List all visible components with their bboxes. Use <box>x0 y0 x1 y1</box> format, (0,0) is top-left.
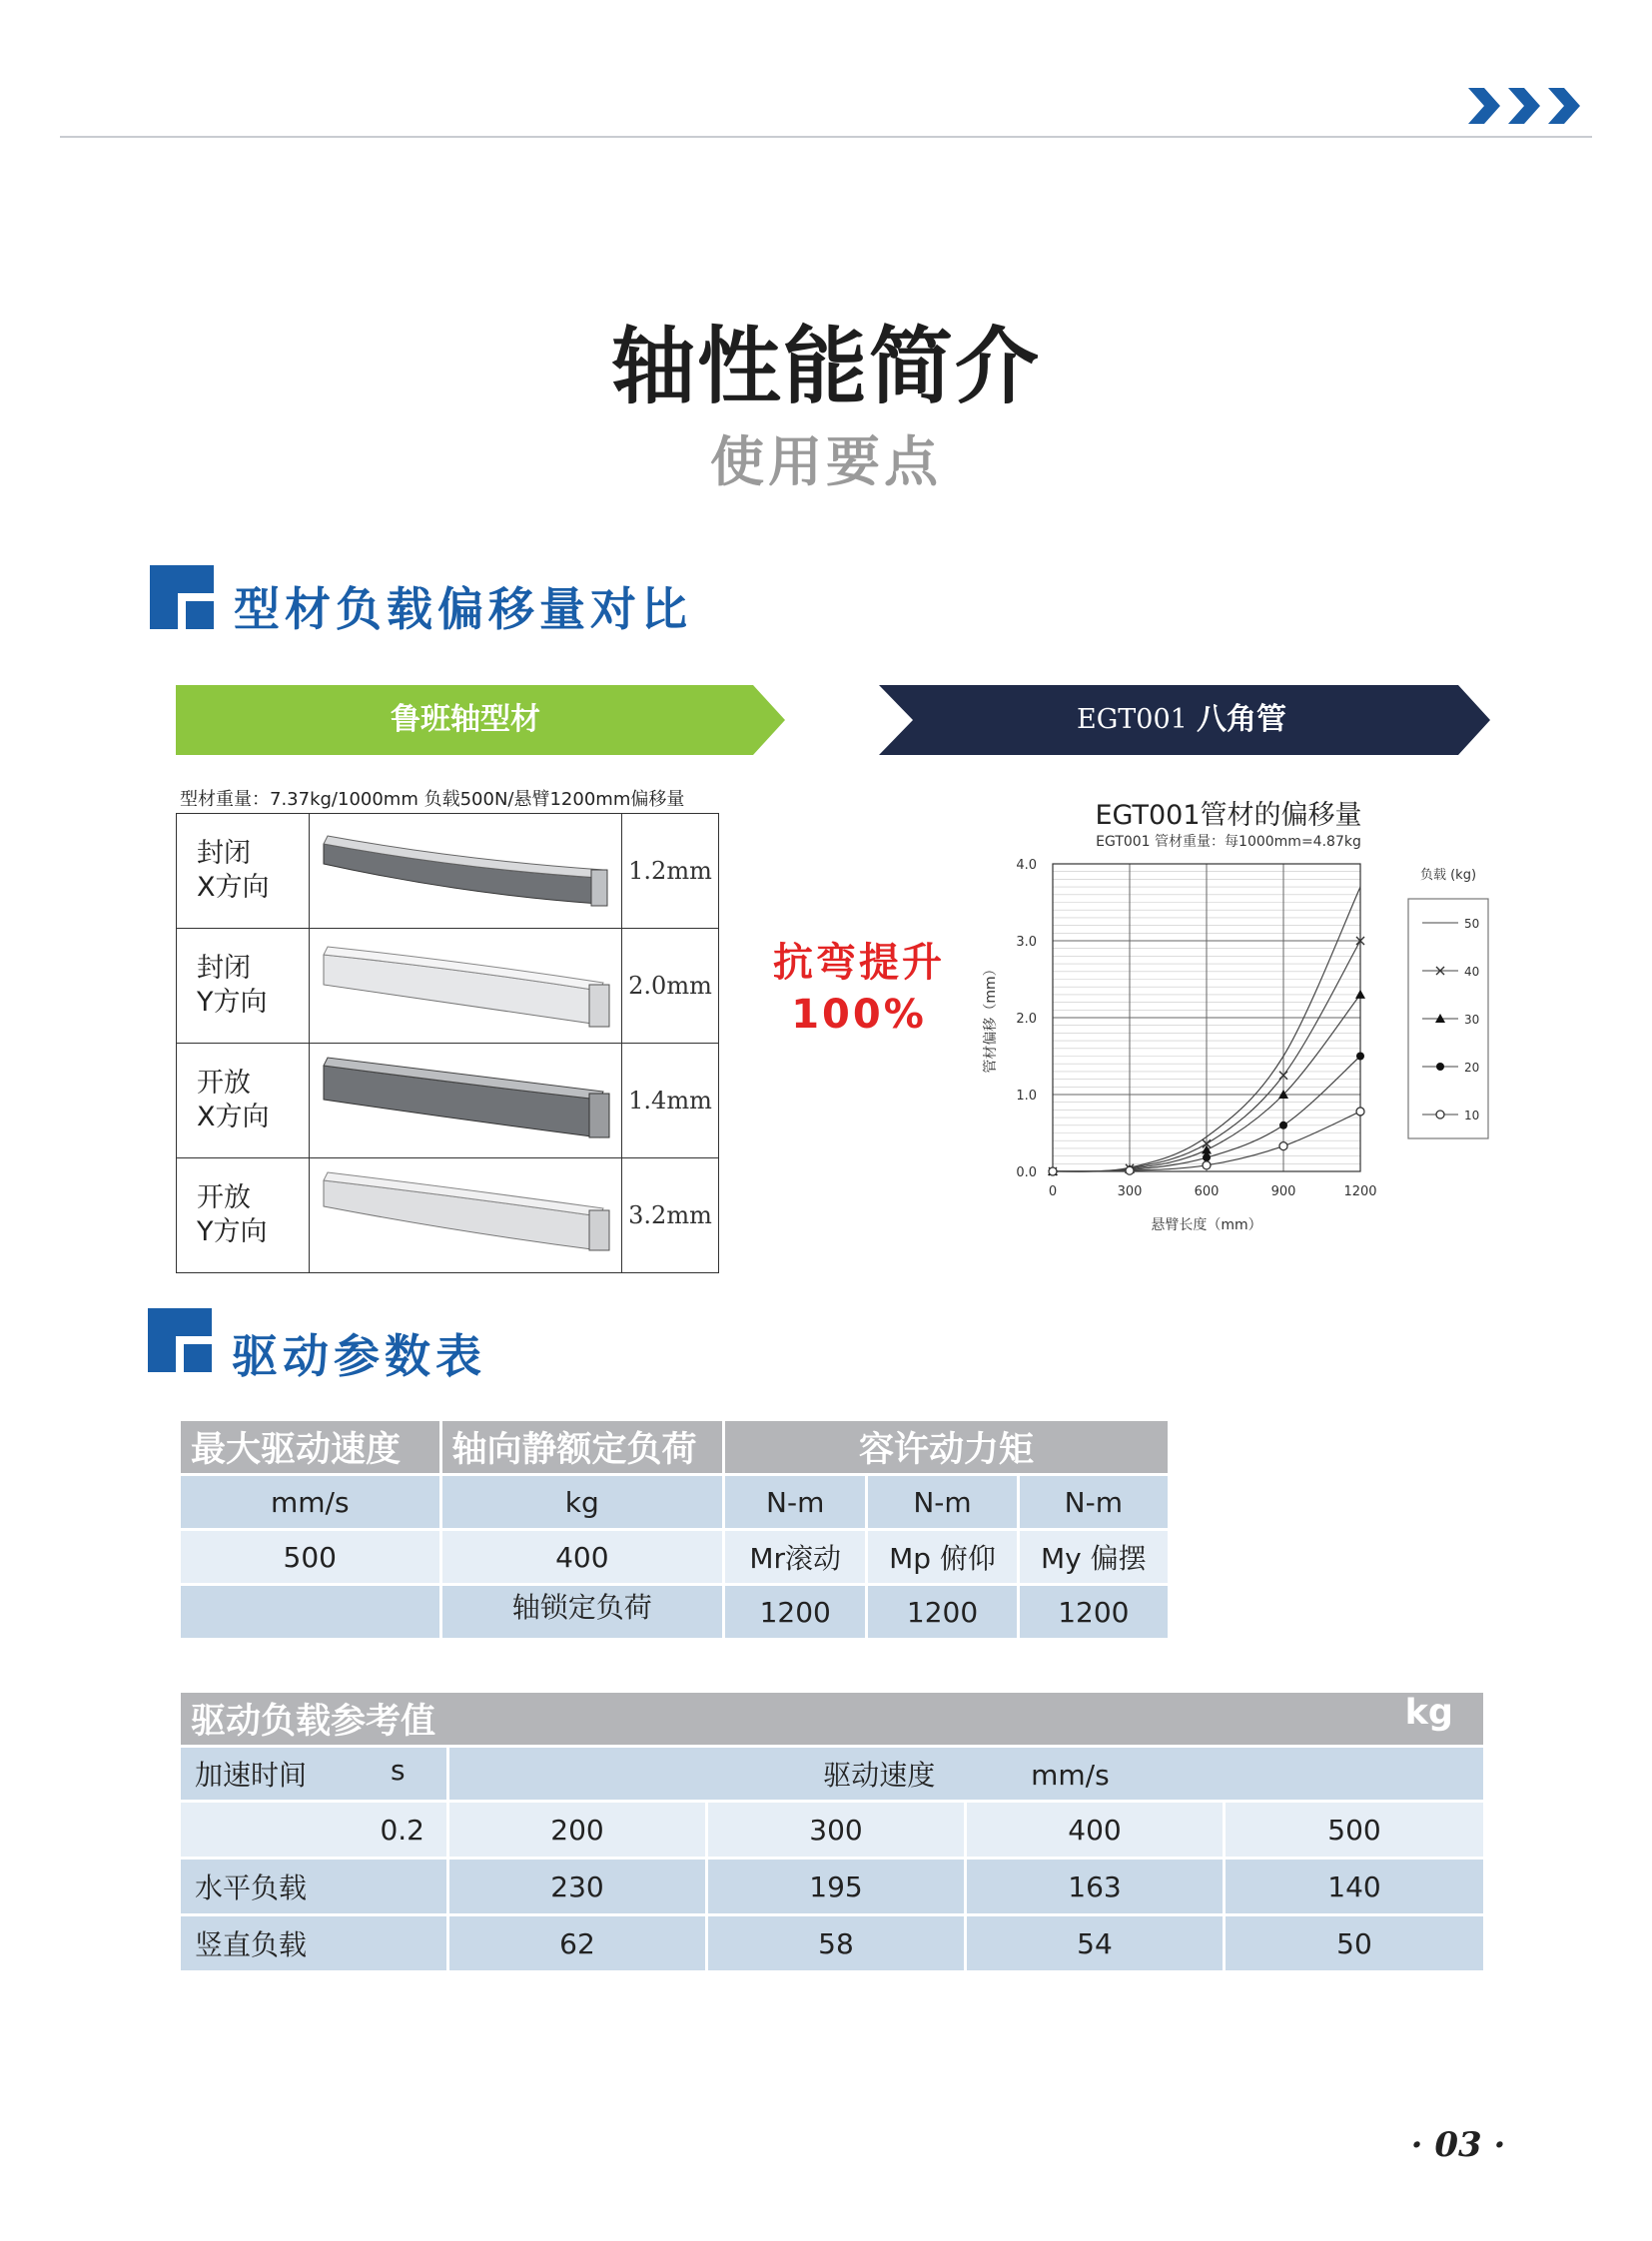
chevron-right-icon <box>1468 86 1586 126</box>
data-point <box>1279 1121 1287 1129</box>
table-row <box>181 1586 1168 1638</box>
y-tick-label: 2.0 <box>1016 1012 1037 1027</box>
drive-speed-label: 驱动速度 <box>823 1759 936 1792</box>
value-cell: 400 <box>442 1531 723 1583</box>
unit-cell: kg <box>442 1476 723 1528</box>
speed-value: 400 <box>967 1803 1223 1857</box>
value-cell: 1200 <box>868 1586 1016 1638</box>
data-point <box>1126 1166 1134 1174</box>
moment-name-cell: Mr滚动 <box>725 1531 865 1583</box>
banner-right-code: EGT001 <box>1077 704 1188 735</box>
x-axis-label: 悬臂长度（mm） <box>1151 1217 1262 1233</box>
row-label: 封闭 X方向 <box>177 814 310 929</box>
vertical-load-value: 58 <box>708 1916 964 1970</box>
table-row <box>177 1044 719 1158</box>
banner-right-name: 八角管 <box>1197 702 1286 737</box>
page-subtitle: 使用要点 <box>710 430 942 493</box>
legend-label: 40 <box>1464 965 1480 979</box>
horizontal-load-value: 230 <box>449 1860 705 1913</box>
legend-title: 负载 (kg) <box>1419 868 1477 883</box>
banner-left-label: 鲁班轴型材 <box>391 702 540 737</box>
page-number: · 03 · <box>1410 2125 1506 2165</box>
x-tick-label: 900 <box>1270 1184 1296 1199</box>
row-label: 开放 X方向 <box>177 1044 310 1158</box>
banner-luban-profile <box>176 685 785 755</box>
boost-line-2: 100% <box>791 992 927 1038</box>
accel-time-label: 加速时间 <box>195 1759 308 1792</box>
data-point <box>1356 1108 1364 1116</box>
unit-cell: N-m <box>1020 1476 1168 1528</box>
value-cell: 1200 <box>1020 1586 1168 1638</box>
legend-label: 10 <box>1464 1109 1480 1122</box>
deflection-value: 1.4mm <box>622 1044 719 1158</box>
data-point <box>1436 1063 1444 1071</box>
profile-image <box>310 929 622 1044</box>
profile-caption: 型材重量：7.37kg/1000mm 负载500N/悬臂1200mm偏移量 <box>180 789 685 810</box>
y-axis-label: 管材偏移（mm） <box>983 962 999 1074</box>
section-title-drive-params: 驱动参数表 <box>232 1329 486 1383</box>
y-tick-label: 0.0 <box>1016 1165 1037 1180</box>
vertical-load-value: 62 <box>449 1916 705 1970</box>
data-point <box>1436 1111 1444 1119</box>
data-point <box>1049 1167 1057 1175</box>
moment-name-cell: My 偏摆 <box>1020 1531 1168 1583</box>
data-point <box>1355 990 1365 999</box>
profile-image <box>310 1044 622 1158</box>
unit-cell: mm/s <box>181 1476 439 1528</box>
section-square-icon <box>150 565 214 629</box>
table-row <box>181 1531 1168 1583</box>
header-load-reference <box>181 1693 1483 1745</box>
table-row <box>177 814 719 929</box>
vertical-load-label: 竖直负载 <box>181 1916 446 1970</box>
speed-value: 500 <box>1226 1803 1483 1857</box>
empty-cell <box>181 1586 439 1638</box>
horizontal-load-label: 水平负载 <box>181 1860 446 1913</box>
section-square-icon <box>148 1308 212 1372</box>
banner-egt001 <box>879 685 1490 755</box>
unit-cell: N-m <box>868 1476 1016 1528</box>
table-row <box>181 1916 1483 1970</box>
legend-label: 50 <box>1464 917 1480 931</box>
lock-load-label: 轴锁定负荷 <box>442 1586 723 1638</box>
deflection-value: 3.2mm <box>622 1158 719 1273</box>
horizontal-load-value: 163 <box>967 1860 1223 1913</box>
x-tick-label: 0 <box>1048 1184 1058 1199</box>
deflection-value: 2.0mm <box>622 929 719 1044</box>
horizontal-load-value: 195 <box>708 1860 964 1913</box>
table-row <box>181 1693 1483 1745</box>
table-row <box>181 1748 1483 1800</box>
speed-value: 300 <box>708 1803 964 1857</box>
table-row <box>181 1860 1483 1913</box>
load-reference-title: 驱动负载参考值 <box>191 1702 436 1742</box>
profile-image <box>310 1158 622 1273</box>
boost-line-1: 抗弯提升 <box>773 940 945 986</box>
header-moment: 容许动力矩 <box>725 1421 1168 1473</box>
y-tick-label: 1.0 <box>1016 1089 1037 1104</box>
moment-name-cell: Mp 俯仰 <box>868 1531 1016 1583</box>
vertical-load-value: 54 <box>967 1916 1223 1970</box>
row-label: 封闭 Y方向 <box>177 929 310 1044</box>
vertical-load-value: 50 <box>1226 1916 1483 1970</box>
row-label: 开放 Y方向 <box>177 1158 310 1273</box>
table-row <box>181 1421 1168 1473</box>
profile-deflection-table <box>176 813 719 1273</box>
legend-label: 30 <box>1464 1013 1480 1027</box>
drive-speed-label-cell <box>449 1748 1483 1800</box>
header-max-speed: 最大驱动速度 <box>181 1421 439 1473</box>
accel-time-label-cell <box>181 1748 446 1800</box>
x-tick-label: 600 <box>1194 1184 1220 1199</box>
data-point <box>1356 1053 1364 1061</box>
accel-time-unit: s <box>391 1754 406 1787</box>
x-tick-label: 1200 <box>1343 1184 1377 1199</box>
table-row <box>181 1476 1168 1528</box>
header-static-load: 轴向静额定负荷 <box>442 1421 723 1473</box>
drive-load-reference-table <box>178 1690 1486 1973</box>
unit-cell: N-m <box>725 1476 865 1528</box>
deflection-value: 1.2mm <box>622 814 719 929</box>
value-cell: 1200 <box>725 1586 865 1638</box>
section-title-profile-comparison: 型材负载偏移量对比 <box>234 582 692 636</box>
table-row <box>177 929 719 1044</box>
accel-value: 0.2 <box>181 1803 446 1857</box>
data-point <box>1279 1142 1287 1150</box>
speed-value: 200 <box>449 1803 705 1857</box>
data-point <box>1203 1153 1211 1161</box>
page-title: 轴性能简介 <box>610 318 1041 415</box>
table-row <box>181 1803 1483 1857</box>
profile-image <box>310 814 622 929</box>
y-tick-label: 3.0 <box>1016 935 1037 950</box>
drive-speed-unit: mm/s <box>1031 1759 1110 1792</box>
drive-params-table <box>178 1418 1171 1641</box>
y-tick-label: 4.0 <box>1016 858 1037 873</box>
bending-improvement-callout <box>739 937 979 1041</box>
header-divider <box>60 136 1592 138</box>
chart-title: EGT001管材的偏移量 <box>1095 800 1362 831</box>
deflection-chart <box>959 849 1518 1268</box>
value-cell: 500 <box>181 1531 439 1583</box>
chart-subtitle: EGT001 管材重量：每1000mm=4.87kg <box>1096 834 1361 850</box>
data-point <box>1203 1161 1211 1169</box>
x-tick-label: 300 <box>1117 1184 1143 1199</box>
table-row <box>177 1158 719 1273</box>
load-reference-unit: kg <box>1404 1693 1453 1733</box>
legend-label: 20 <box>1464 1061 1480 1075</box>
horizontal-load-value: 140 <box>1226 1860 1483 1913</box>
